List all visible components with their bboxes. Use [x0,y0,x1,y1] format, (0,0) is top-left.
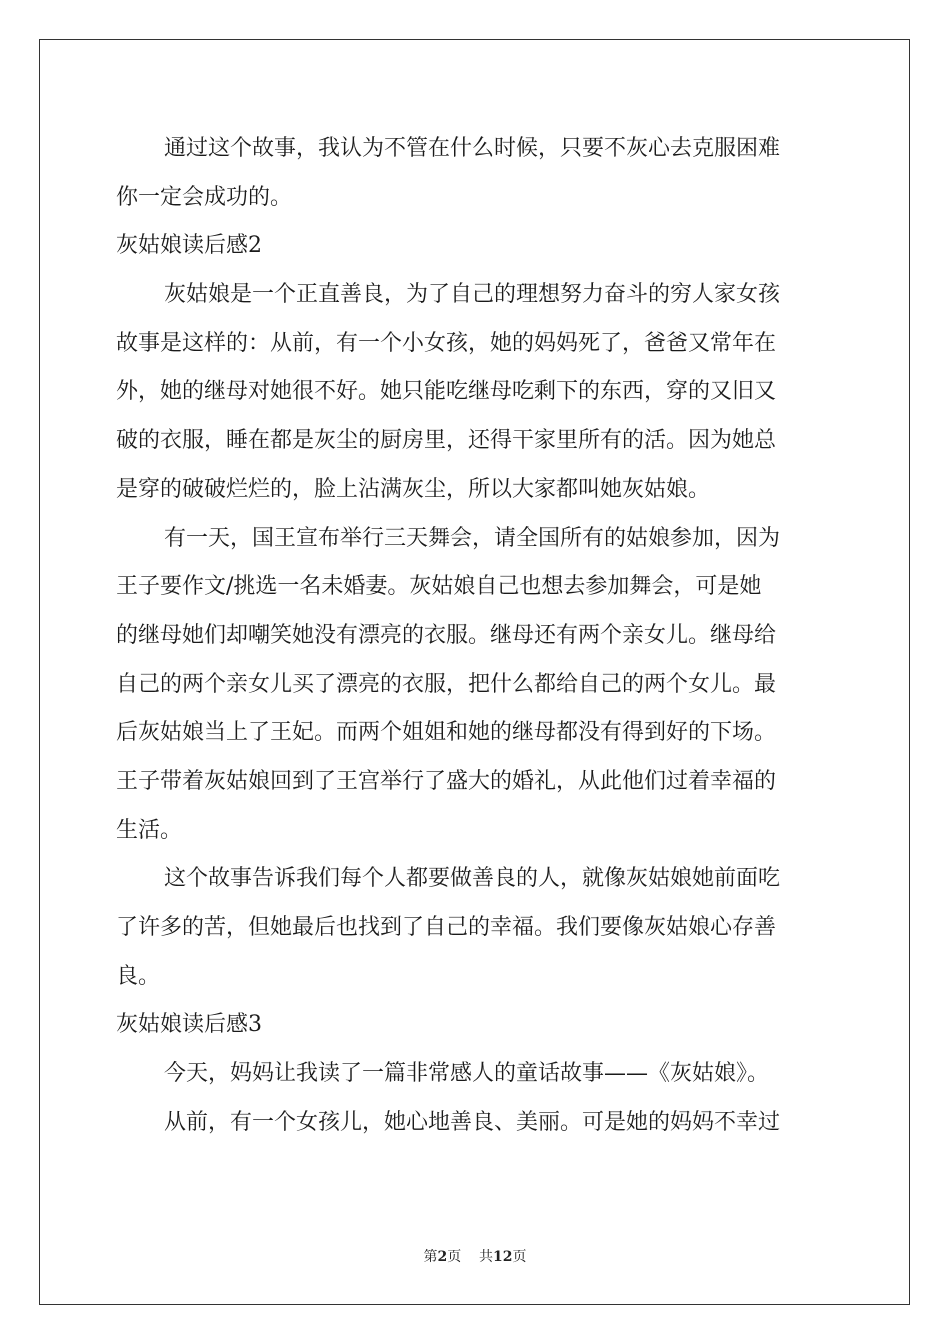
text-line: 有一天，国王宣布举行三天舞会，请全国所有的姑娘参加，因为 [164,525,781,551]
text-line: 后灰姑娘当上了王妃。而两个姐姐和她的继母都没有得到好的下场。 [116,720,777,746]
text-line: 你一定会成功的。 [116,184,293,210]
page-number: 2 [437,1249,448,1265]
text-line: 故事是这样的：从前，有一个小女孩，她的妈妈死了，爸爸又常年在 [116,330,777,356]
text-line: 通过这个故事，我认为不管在什么时候，只要不灰心去克服困难 [164,136,781,161]
text-line: 王子带着灰姑娘回到了王宫举行了盛大的婚礼，从此他们过着幸福的 [116,768,777,794]
document-body [116,125,832,1147]
page-suffix: 页 [447,1249,462,1265]
total-suffix: 页 [512,1249,527,1265]
total-prefix: 共 [479,1249,494,1265]
total-pages: 12 [493,1249,513,1265]
text-line: 破的衣服，睡在都是灰尘的厨房里，还得干家里所有的活。因为她总 [116,428,777,454]
text-line: 是穿的破破烂烂的，脸上沾满灰尘，所以大家都叫她灰姑娘。 [116,476,711,502]
text-line: 了许多的苦，但她最后也找到了自己的幸福。我们要像灰姑娘心存善 [116,915,777,940]
section-heading: 灰姑娘读后感2 [116,233,262,259]
text-line: 自己的两个亲女儿买了漂亮的衣服，把什么都给自己的两个女儿。最 [116,671,777,697]
text-line: 良。 [116,963,161,989]
text-line: 的继母她们却嘲笑她没有漂亮的衣服。继母还有两个亲女儿。继母给 [116,622,777,648]
text-line: 外，她的继母对她很不好。她只能吃继母吃剩下的东西，穿的又旧又 [116,379,777,405]
text-line: 今天，妈妈让我读了一篇非常感人的童话故事——《灰姑娘》。 [164,1061,770,1087]
page-footer [0,1246,950,1266]
text-line: 这个故事告诉我们每个人都要做善良的人，就像灰姑娘她前面吃 [164,866,781,892]
page-prefix: 第 [423,1249,438,1265]
section-heading: 灰姑娘读后感3 [116,1012,262,1038]
text-line: 从前，有一个女孩儿，她心地善良、美丽。可是她的妈妈不幸过 [164,1109,781,1135]
text-line: 生活。 [116,817,183,843]
text-line: 灰姑娘是一个正直善良，为了自己的理想努力奋斗的穷人家女孩 [164,282,781,308]
text-line: 王子要作文/挑选一名未婚妻。灰姑娘自己也想去参加舞会，可是她 [116,574,762,600]
